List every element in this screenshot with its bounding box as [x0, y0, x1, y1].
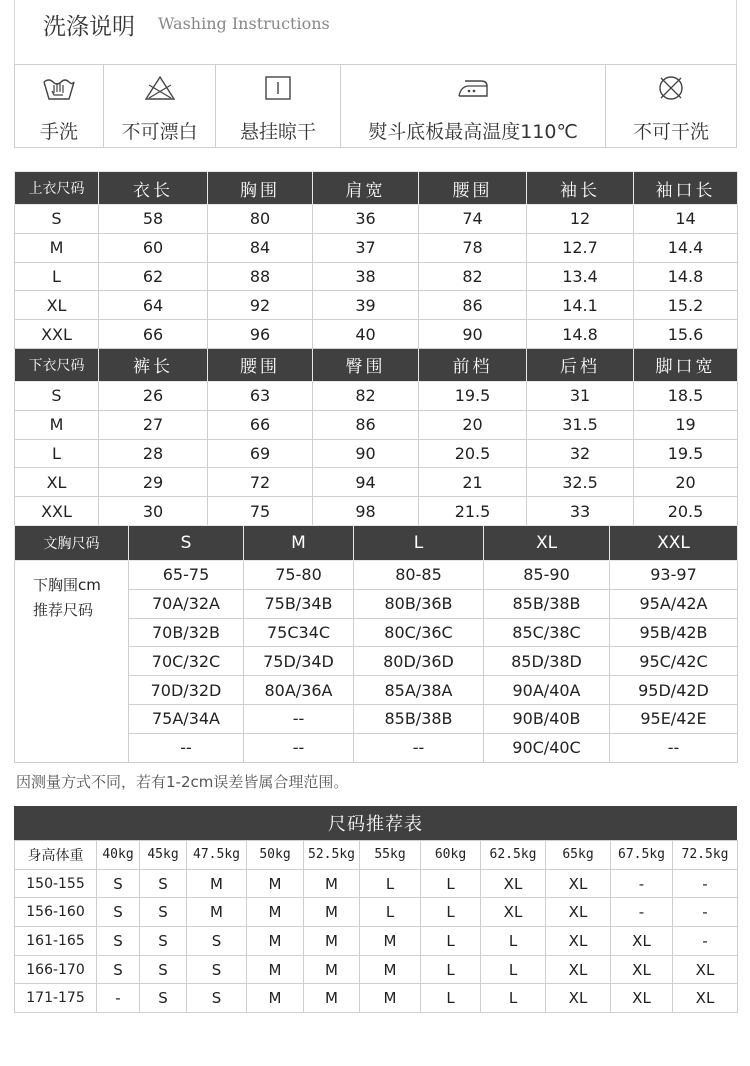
table-row — [15, 381, 738, 410]
table-header-cell: 脚口宽 — [634, 348, 738, 381]
top-size-header-row — [15, 172, 738, 205]
table-cell: 70C/32C — [129, 647, 244, 676]
no-dry-clean-icon — [656, 65, 686, 111]
table-cell: 20.5 — [634, 497, 738, 526]
table-cell: S — [97, 869, 140, 898]
table-cell: S — [140, 869, 187, 898]
table-cell: 95E/42E — [610, 704, 738, 733]
table-cell: M — [247, 984, 304, 1013]
table-cell: S — [187, 955, 247, 984]
washing-instructions — [14, 64, 737, 148]
table-header-cell: XL — [484, 526, 610, 561]
table-cell: 86 — [313, 410, 419, 439]
table-cell: M — [304, 898, 360, 927]
table-row — [15, 955, 738, 984]
table-row — [15, 927, 738, 956]
table-cell: 80D/36D — [354, 647, 484, 676]
table-cell: 21 — [419, 468, 527, 497]
table-cell: 84 — [208, 233, 313, 262]
table-cell: - — [611, 869, 673, 898]
table-cell: 92 — [208, 291, 313, 320]
table-cell: S — [187, 927, 247, 956]
table-cell: 90C/40C — [484, 733, 610, 762]
table-cell: 86 — [419, 291, 527, 320]
table-cell: S — [140, 955, 187, 984]
table-cell: 69 — [208, 439, 313, 468]
table-cell: XL — [611, 984, 673, 1013]
table-cell: 12.7 — [527, 233, 634, 262]
table-cell: XL — [481, 869, 546, 898]
table-header-cell: 40kg — [97, 841, 140, 870]
table-cell: -- — [610, 733, 738, 762]
table-cell: 82 — [419, 262, 527, 291]
table-cell: 60 — [99, 233, 208, 262]
table-row — [15, 561, 738, 590]
table-header-cell: 65kg — [546, 841, 611, 870]
table-cell: 39 — [313, 291, 419, 320]
table-cell: S — [97, 898, 140, 927]
table-cell: 31 — [527, 381, 634, 410]
table-cell: 96 — [208, 320, 313, 349]
table-cell: 93-97 — [610, 561, 738, 590]
wash-item-no-bleach — [104, 65, 216, 147]
table-cell: 75C34C — [244, 618, 354, 647]
table-header-cell: 臀围 — [313, 348, 419, 381]
table-cell: M — [15, 233, 99, 262]
table-cell: L — [421, 898, 481, 927]
table-cell: M — [360, 927, 421, 956]
bottom-size-header-row — [15, 348, 738, 381]
table-cell: 90 — [313, 439, 419, 468]
table-cell: L — [360, 869, 421, 898]
measurement-note: 因测量方式不同，若有1-2cm误差皆属合理范围。 — [16, 773, 349, 791]
table-cell: 40 — [313, 320, 419, 349]
table-cell: 95B/42B — [610, 618, 738, 647]
table-header-cell: 50kg — [247, 841, 304, 870]
table-cell: 65-75 — [129, 561, 244, 590]
table-header-cell: 62.5kg — [481, 841, 546, 870]
table-cell: S — [187, 984, 247, 1013]
table-cell: M — [187, 898, 247, 927]
table-cell: 95D/42D — [610, 676, 738, 705]
table-cell: S — [15, 381, 99, 410]
table-cell: 78 — [419, 233, 527, 262]
table-cell: 36 — [313, 205, 419, 234]
table-cell: - — [673, 898, 738, 927]
table-cell: 88 — [208, 262, 313, 291]
table-cell: 75 — [208, 497, 313, 526]
table-cell: 58 — [99, 205, 208, 234]
wash-item-hang-dry — [216, 65, 341, 147]
table-cell: XL — [546, 955, 611, 984]
table-cell: S — [97, 927, 140, 956]
table-cell: -- — [244, 704, 354, 733]
table-header-cell: 裤长 — [99, 348, 208, 381]
table-cell: 95A/42A — [610, 589, 738, 618]
table-cell: 72 — [208, 468, 313, 497]
table-cell: 75-80 — [244, 561, 354, 590]
table-cell: 19.5 — [419, 381, 527, 410]
table-cell: M — [247, 927, 304, 956]
table-row — [15, 468, 738, 497]
recommended-size-label: 推荐尺码 — [33, 601, 94, 619]
table-cell: 14.4 — [634, 233, 738, 262]
table-cell: -- — [354, 733, 484, 762]
table-cell: 85A/38A — [354, 676, 484, 705]
table-cell: L — [421, 927, 481, 956]
table-cell: XXL — [15, 497, 99, 526]
table-cell: 14.8 — [634, 262, 738, 291]
table-cell: 94 — [313, 468, 419, 497]
table-cell: L — [481, 955, 546, 984]
table-cell: 28 — [99, 439, 208, 468]
table-header-cell: 身高体重 — [15, 841, 97, 870]
table-cell: 80A/36A — [244, 676, 354, 705]
table-row — [15, 869, 738, 898]
table-row — [15, 410, 738, 439]
table-header-cell: 后档 — [527, 348, 634, 381]
page-subtitle: Washing Instructions — [158, 14, 330, 33]
table-header-cell: S — [129, 526, 244, 561]
table-cell: 85B/38B — [484, 589, 610, 618]
table-cell: 31.5 — [527, 410, 634, 439]
table-cell: 64 — [99, 291, 208, 320]
table-cell: M — [304, 984, 360, 1013]
table-cell: L — [481, 927, 546, 956]
table-cell: 75A/34A — [129, 704, 244, 733]
recommend-table-title: 尺码推荐表 — [14, 806, 737, 840]
table-cell: 85-90 — [484, 561, 610, 590]
table-cell: 70A/32A — [129, 589, 244, 618]
table-cell: S — [140, 927, 187, 956]
table-cell: XL — [611, 955, 673, 984]
table-cell: 15.2 — [634, 291, 738, 320]
table-header-cell: 衣长 — [99, 172, 208, 205]
garment-size-table — [14, 171, 738, 526]
table-header-cell: 袖口长 — [634, 172, 738, 205]
table-cell: M — [304, 927, 360, 956]
table-header-cell: 文胸尺码 — [15, 526, 129, 561]
table-cell: - — [673, 869, 738, 898]
table-cell: 29 — [99, 468, 208, 497]
table-cell: -- — [129, 733, 244, 762]
table-header-cell: XXL — [610, 526, 738, 561]
table-cell: S — [140, 898, 187, 927]
table-cell: 37 — [313, 233, 419, 262]
wash-label: 不可漂白 — [121, 121, 198, 143]
table-cell: 80-85 — [354, 561, 484, 590]
table-cell: 150-155 — [15, 869, 97, 898]
table-cell: 20.5 — [419, 439, 527, 468]
table-row — [15, 291, 738, 320]
wash-label: 不可干洗 — [632, 121, 709, 143]
table-cell: 95C/42C — [610, 647, 738, 676]
table-cell: 82 — [313, 381, 419, 410]
table-cell: XXL — [15, 320, 99, 349]
wash-label: 悬挂晾干 — [239, 121, 316, 143]
hand-wash-icon — [41, 65, 77, 111]
table-cell: S — [15, 205, 99, 234]
table-cell: 32.5 — [527, 468, 634, 497]
recommend-header-row — [15, 841, 738, 870]
table-cell: 80 — [208, 205, 313, 234]
table-cell: L — [360, 898, 421, 927]
table-cell: 14.1 — [527, 291, 634, 320]
table-row — [15, 898, 738, 927]
table-cell: 74 — [419, 205, 527, 234]
table-cell: L — [421, 984, 481, 1013]
table-cell: XL — [673, 955, 738, 984]
table-header-cell: 袖长 — [527, 172, 634, 205]
table-header-cell: 55kg — [360, 841, 421, 870]
wash-item-iron — [341, 65, 606, 147]
table-header-cell: 72.5kg — [673, 841, 738, 870]
table-header-cell: 肩宽 — [313, 172, 419, 205]
table-cell: 75D/34D — [244, 647, 354, 676]
table-cell: 38 — [313, 262, 419, 291]
wash-label: 熨斗底板最高温度110℃ — [368, 121, 578, 143]
table-header-cell: 60kg — [421, 841, 481, 870]
table-header-cell: 前档 — [419, 348, 527, 381]
table-row — [15, 233, 738, 262]
wash-item-hand-wash — [15, 65, 104, 147]
table-cell: L — [421, 869, 481, 898]
page-title: 洗涤说明 — [43, 14, 135, 40]
table-cell: S — [140, 984, 187, 1013]
table-cell: 15.6 — [634, 320, 738, 349]
table-cell: 32 — [527, 439, 634, 468]
table-cell: M — [247, 898, 304, 927]
bra-header-row — [15, 526, 738, 561]
table-cell: 70D/32D — [129, 676, 244, 705]
table-cell: 85D/38D — [484, 647, 610, 676]
table-cell: M — [360, 984, 421, 1013]
table-cell: 62 — [99, 262, 208, 291]
bra-row-label — [15, 561, 129, 763]
table-cell: 63 — [208, 381, 313, 410]
size-recommend-table — [14, 840, 738, 1013]
table-header-cell: L — [354, 526, 484, 561]
table-cell: 166-170 — [15, 955, 97, 984]
table-cell: L — [421, 955, 481, 984]
table-cell: 30 — [99, 497, 208, 526]
table-row — [15, 439, 738, 468]
table-cell: L — [15, 439, 99, 468]
table-cell: XL — [15, 291, 99, 320]
table-cell: 27 — [99, 410, 208, 439]
table-cell: 20 — [634, 468, 738, 497]
wash-label: 手洗 — [39, 121, 78, 143]
table-cell: M — [247, 955, 304, 984]
table-cell: -- — [244, 733, 354, 762]
table-cell: 90B/40B — [484, 704, 610, 733]
table-cell: XL — [546, 898, 611, 927]
page-header — [14, 0, 737, 64]
table-cell: 171-175 — [15, 984, 97, 1013]
hang-dry-icon — [263, 65, 293, 111]
table-cell: M — [304, 869, 360, 898]
table-cell: M — [247, 869, 304, 898]
table-cell: XL — [546, 869, 611, 898]
table-cell: - — [611, 898, 673, 927]
table-cell: M — [15, 410, 99, 439]
table-cell: S — [97, 955, 140, 984]
table-cell: 66 — [99, 320, 208, 349]
table-cell: 80C/36C — [354, 618, 484, 647]
table-cell: 70B/32B — [129, 618, 244, 647]
wash-item-no-dry-clean — [606, 65, 736, 147]
table-cell: 156-160 — [15, 898, 97, 927]
table-header-cell: 胸围 — [208, 172, 313, 205]
table-row — [15, 984, 738, 1013]
table-cell: L — [15, 262, 99, 291]
table-cell: 33 — [527, 497, 634, 526]
table-cell: 85B/38B — [354, 704, 484, 733]
table-header-cell: 上衣尺码 — [15, 172, 99, 205]
table-cell: XL — [673, 984, 738, 1013]
table-cell: M — [360, 955, 421, 984]
table-cell: 161-165 — [15, 927, 97, 956]
table-header-cell: 67.5kg — [611, 841, 673, 870]
table-cell: L — [481, 984, 546, 1013]
iron-icon — [455, 65, 491, 111]
bra-size-table — [14, 525, 738, 763]
table-cell: M — [187, 869, 247, 898]
table-cell: 66 — [208, 410, 313, 439]
table-header-cell: 腰围 — [419, 172, 527, 205]
table-cell: 90 — [419, 320, 527, 349]
table-cell: 20 — [419, 410, 527, 439]
table-row — [15, 320, 738, 349]
table-header-cell: 腰围 — [208, 348, 313, 381]
table-cell: - — [673, 927, 738, 956]
no-bleach-icon — [143, 65, 177, 111]
table-cell: 21.5 — [419, 497, 527, 526]
table-cell: 19.5 — [634, 439, 738, 468]
table-cell: 14.8 — [527, 320, 634, 349]
table-cell: XL — [481, 898, 546, 927]
table-cell: 85C/38C — [484, 618, 610, 647]
table-header-cell: 52.5kg — [304, 841, 360, 870]
table-cell: 12 — [527, 205, 634, 234]
table-header-cell: 47.5kg — [187, 841, 247, 870]
table-cell: XL — [546, 927, 611, 956]
table-row — [15, 497, 738, 526]
table-cell: 75B/34B — [244, 589, 354, 618]
table-header-cell: M — [244, 526, 354, 561]
table-cell: 14 — [634, 205, 738, 234]
table-row — [15, 205, 738, 234]
table-cell: M — [304, 955, 360, 984]
table-cell: XL — [15, 468, 99, 497]
table-cell: - — [97, 984, 140, 1013]
table-cell: 13.4 — [527, 262, 634, 291]
table-cell: XL — [611, 927, 673, 956]
table-cell: 26 — [99, 381, 208, 410]
table-header-cell: 45kg — [140, 841, 187, 870]
table-cell: 98 — [313, 497, 419, 526]
table-header-cell: 下衣尺码 — [15, 348, 99, 381]
table-cell: XL — [546, 984, 611, 1013]
table-cell: 80B/36B — [354, 589, 484, 618]
underbust-label: 下胸围cm — [33, 576, 101, 594]
table-cell: 18.5 — [634, 381, 738, 410]
table-row — [15, 262, 738, 291]
table-cell: 19 — [634, 410, 738, 439]
table-cell: 90A/40A — [484, 676, 610, 705]
